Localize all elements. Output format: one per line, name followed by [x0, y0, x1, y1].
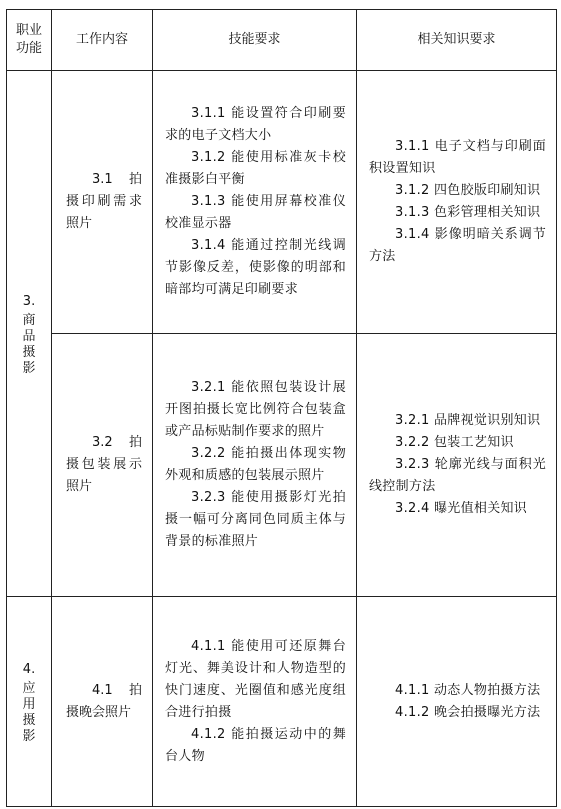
- table-header-row: [7, 10, 557, 71]
- header-work-content: 工作内容: [52, 10, 153, 71]
- function-name: 商品摄影: [22, 312, 36, 376]
- skill-item: 3.2.1 能依照包装设计展开图拍摄长宽比例符合包装盒或产品标贴制作要求的照片: [165, 380, 346, 439]
- work-content-cell: [52, 597, 153, 807]
- function-number: 3.: [22, 293, 36, 309]
- skill-item: 3.2.2 能拍摄出体现实物外观和质感的包装展示照片: [165, 446, 346, 483]
- skills-cell: [153, 597, 357, 807]
- knowledge-item: 3.1.1 电子文档与印刷面积设置知识: [369, 139, 546, 176]
- skill-item: 4.1.2 能拍摄运动中的舞台人物: [165, 726, 346, 764]
- function-number: 4.: [22, 661, 36, 677]
- skills-cell: [153, 71, 357, 334]
- knowledge-item: 4.1.2 晚会拍摄曝光方法: [395, 704, 541, 720]
- work-content-text: 3.2 拍摄包装展示照片: [66, 435, 142, 494]
- knowledge-item: 3.1.2 四色胶版印刷知识: [395, 183, 541, 198]
- skill-item: 4.1.1 能使用可还原舞台灯光、舞美设计和人物造型的快门速度、光圈值和感光度组合进行拍摄: [165, 638, 346, 720]
- function-cell-4: [7, 597, 52, 807]
- header-function: [7, 10, 52, 71]
- header-function-label: 职业功能: [15, 23, 42, 56]
- knowledge-item: 3.2.4 曝光值相关知识: [395, 501, 528, 516]
- skill-item: 3.1.2 能使用标准灰卡校准摄影白平衡: [165, 150, 346, 187]
- table-row: [7, 71, 557, 334]
- function-cell-3: [7, 71, 52, 597]
- skills-cell: [153, 334, 357, 597]
- knowledge-item: 3.1.3 色彩管理相关知识: [395, 205, 541, 220]
- skill-item: 3.2.3 能使用摄影灯光拍摄一幅可分离同色同质主体与背景的标准照片: [165, 490, 346, 549]
- header-knowledge-requirements: 相关知识要求: [357, 10, 557, 71]
- requirements-table: [6, 9, 557, 807]
- knowledge-item: 3.2.3 轮廓光线与面积光线控制方法: [369, 457, 546, 494]
- knowledge-cell: [357, 71, 557, 334]
- skill-item: 3.1.3 能使用屏幕校准仪校准显示器: [165, 194, 346, 231]
- table-row: [7, 334, 557, 597]
- work-content-cell: [52, 334, 153, 597]
- work-content-text: 3.1 拍摄印刷需求照片: [66, 172, 142, 231]
- skill-item: 3.1.4 能通过控制光线调节影像反差，使影像的明部和暗部均可满足印刷要求: [165, 238, 346, 297]
- knowledge-cell: [357, 334, 557, 597]
- table-row: [7, 597, 557, 807]
- skill-item: 3.1.1 能设置符合印刷要求的电子文档大小: [165, 106, 346, 143]
- work-content-cell: [52, 71, 153, 334]
- knowledge-item: 3.1.4 影像明暗关系调节方法: [369, 227, 546, 264]
- knowledge-item: 3.2.1 品牌视觉识别知识: [395, 413, 541, 428]
- knowledge-item: 4.1.1 动态人物拍摄方法: [395, 682, 541, 698]
- function-name: 应用摄影: [22, 680, 36, 744]
- knowledge-cell: [357, 597, 557, 807]
- header-skill-requirements: 技能要求: [153, 10, 357, 71]
- knowledge-item: 3.2.2 包装工艺知识: [395, 435, 514, 450]
- work-content-text: 4.1 拍摄晚会照片: [66, 682, 142, 720]
